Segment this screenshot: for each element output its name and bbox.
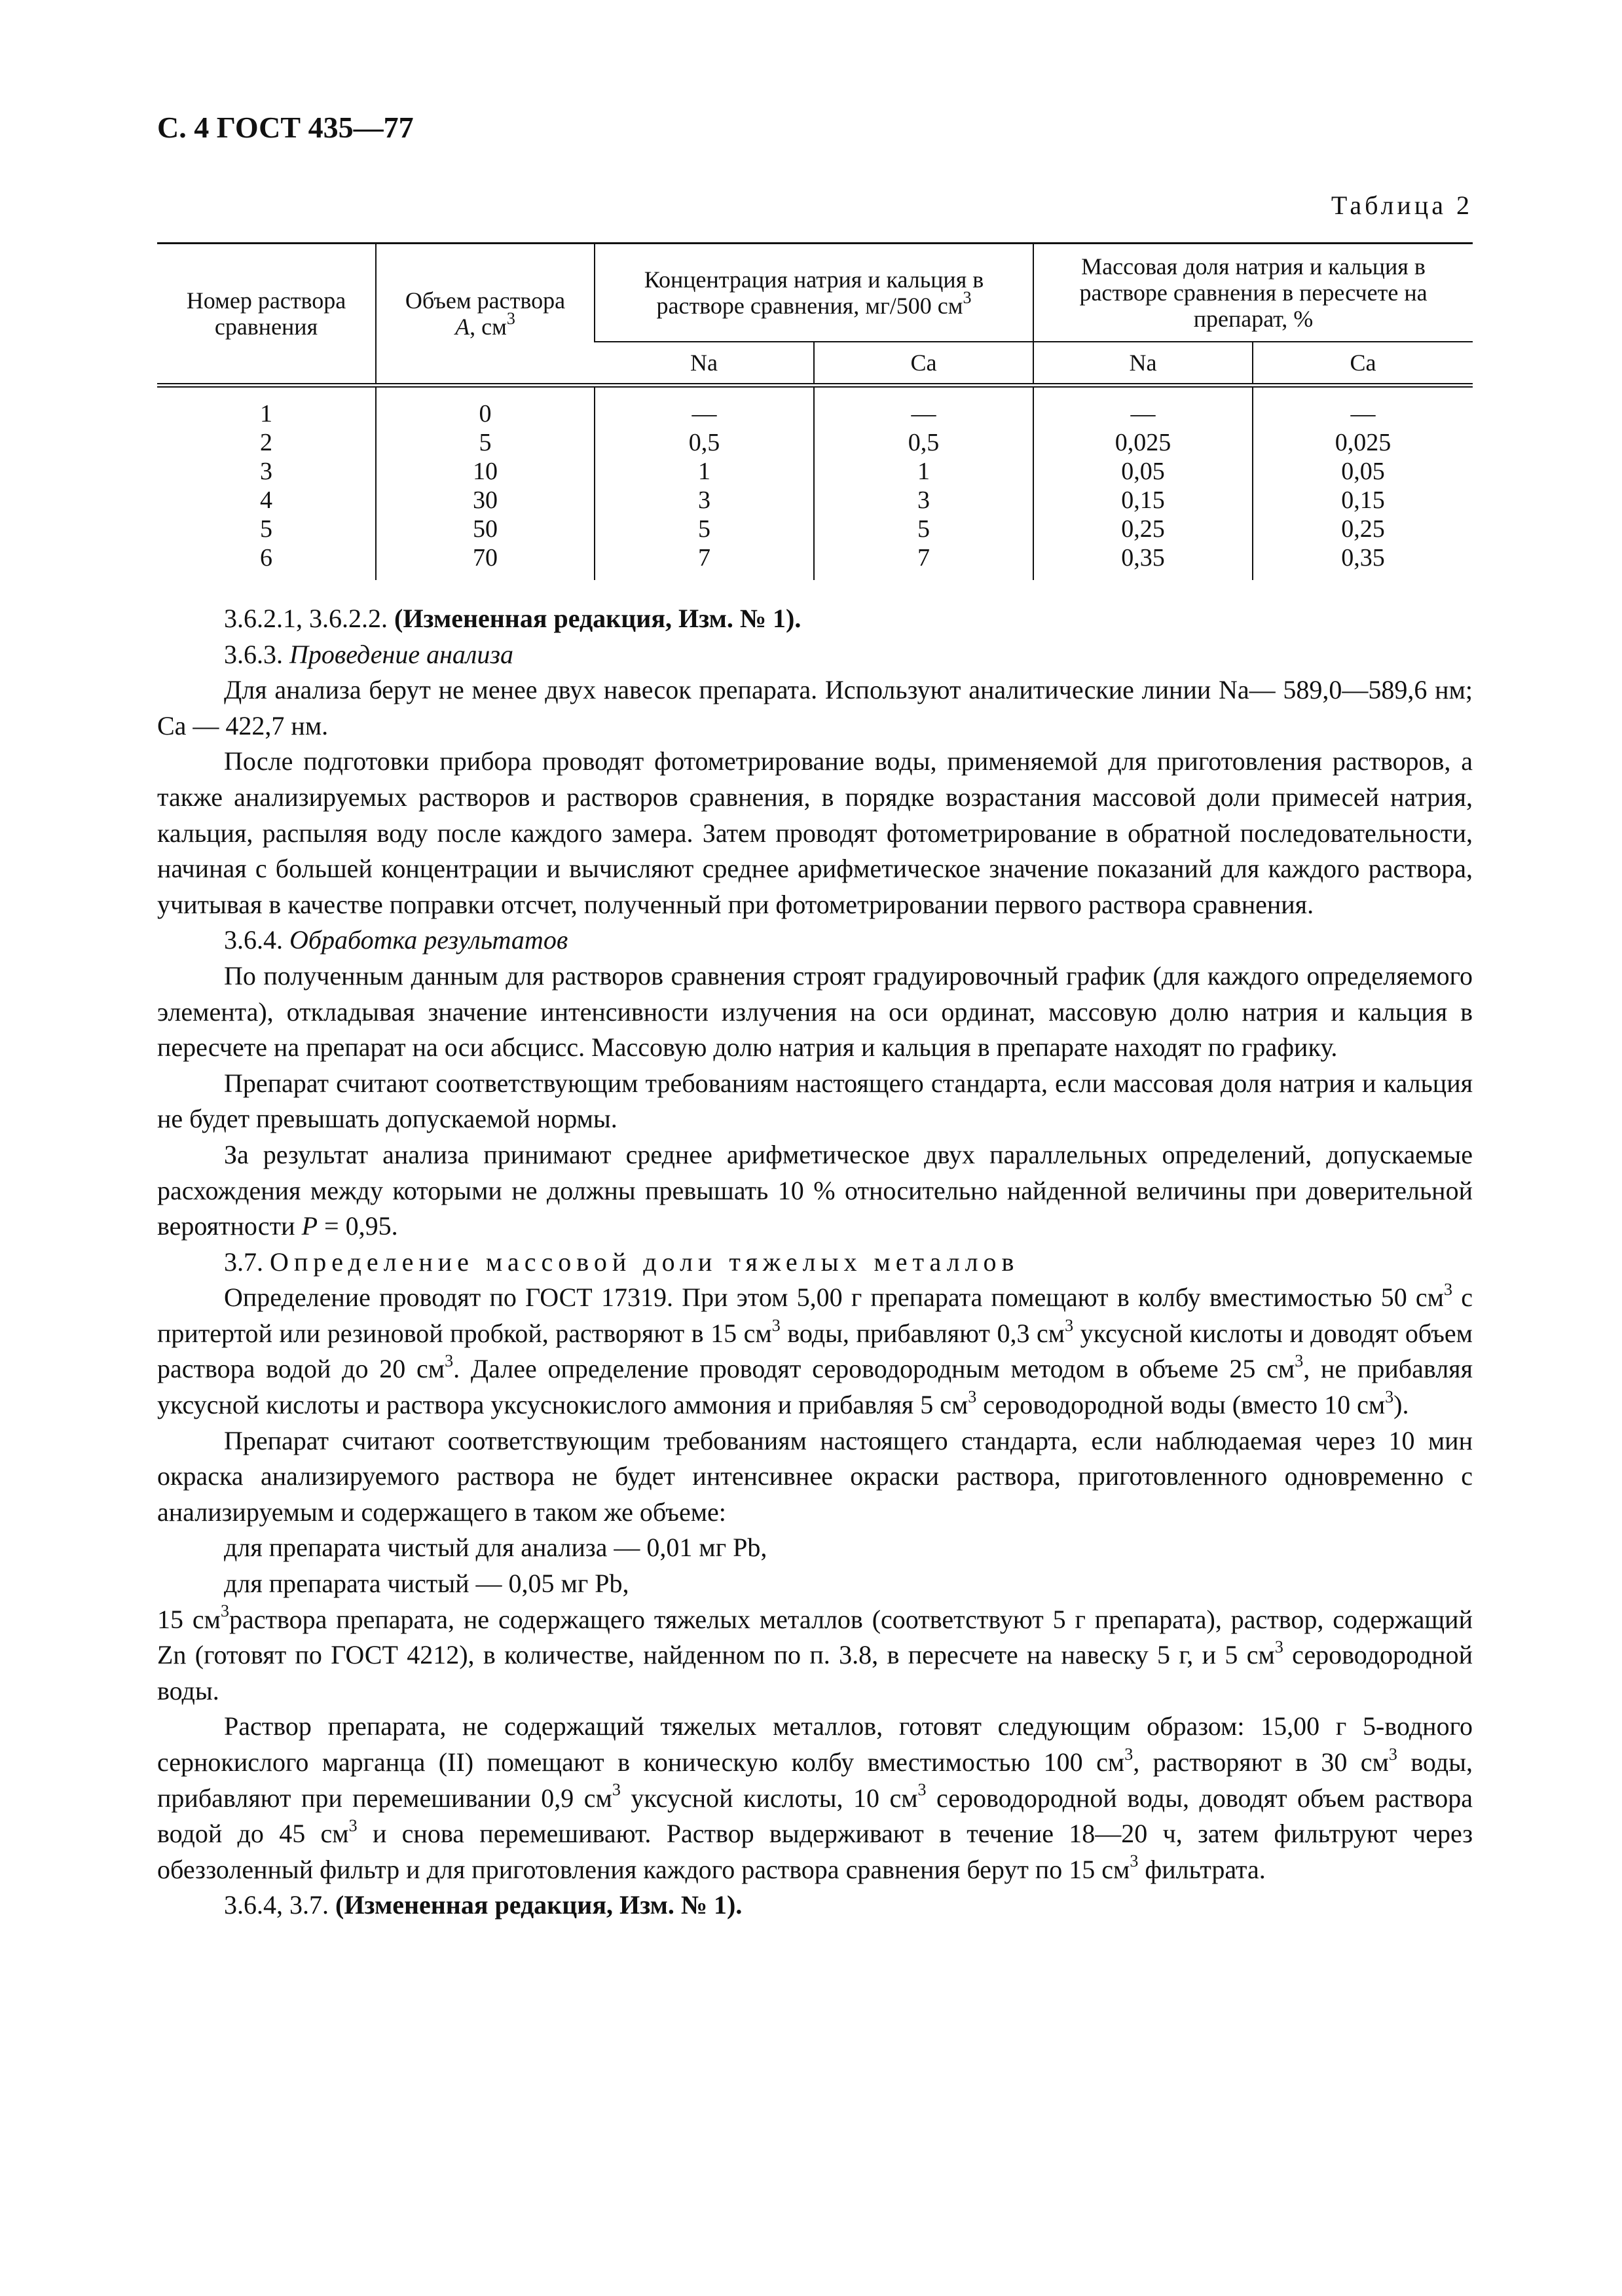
comparison-solutions-table	[157, 242, 1473, 580]
table-cell: 3	[917, 486, 930, 514]
table-cell: 7	[917, 544, 930, 572]
table-cell: 0,15	[1341, 486, 1385, 514]
table-cell: 6	[260, 544, 272, 572]
table-cell: 0,025	[1115, 429, 1171, 456]
col-solution-number	[157, 386, 376, 581]
col-header-solution-number: Номер раствора сравнения	[157, 244, 376, 386]
table-cell: 30	[473, 486, 498, 514]
col-ca-mass-fraction	[1253, 386, 1473, 581]
subheader-ca-mass: Ca	[1253, 342, 1473, 386]
table-cell: 0,25	[1341, 515, 1385, 543]
table-cell: 2	[260, 429, 272, 456]
page-header: С. 4 ГОСТ 435—77	[157, 111, 414, 144]
section-heading: 3.6.4. Обработка результатов	[224, 925, 568, 955]
table-cell: 0,5	[908, 429, 940, 456]
paragraph: 15 $см^3раствора$ препарата, не содержащего тяжелых металлов (соответствуют 5 г препарата), раствор, содержащий Zn (готовят по ГОСТ 4212), в количестве, найденном по п. 3.8, в пересчете на навеску 5 г, и 5 $см^3$ сероводородной воды.	[157, 1601, 1473, 1705]
table-cell: 70	[473, 544, 498, 572]
table-cell: 3	[698, 486, 710, 514]
table-cell: 1	[260, 400, 272, 428]
table-cell: 0,05	[1121, 458, 1165, 485]
table-cell: —	[911, 400, 936, 428]
col-na-concentration	[595, 386, 814, 581]
col-header-mass-fraction: Массовая доля натрия и кальция в растворе сравнения в пересчете на препарат, %	[1033, 244, 1473, 342]
paragraph: Препарат считают соответствующим требованиям настоящего стандарта, если массовая доля натрия и кальция не будет превышать допускаемой нормы.	[157, 1068, 1473, 1134]
section-heading: 3.6.3. Проведение анализа	[224, 639, 513, 669]
table-cell: 5	[479, 429, 492, 456]
table-cell: —	[1130, 400, 1156, 428]
table-cell: 0	[479, 400, 492, 428]
table-cell: 0,05	[1341, 458, 1385, 485]
table-caption: Таблица 2	[1331, 191, 1473, 220]
table-cell: 0,5	[688, 429, 720, 456]
table-cell: 1	[698, 458, 710, 485]
col-header-volume: Объем раствора A, $см^3$	[376, 244, 595, 386]
subheader-ca-conc: Ca	[814, 342, 1033, 386]
table-cell: 0,025	[1335, 429, 1392, 456]
section-heading: 3.7. Определение массовой доли тяжелых металлов	[224, 1247, 1020, 1277]
paragraph: Для анализа берут не менее двух навесок препарата. Используют аналитические линии Na— 589,0—589,6 нм; Ca — 422,7 нм.	[157, 675, 1473, 740]
list-item: для препарата чистый — 0,05 мг Pb,	[224, 1569, 629, 1599]
amendment-note: 3.6.4, 3.7. (Измененная редакция, Изм. № 1).	[224, 1890, 743, 1920]
table-cell: 1	[917, 458, 930, 485]
paragraph: Раствор препарата, не содержащий тяжелых металлов, готовят следующим образом: 15,00 г 5-водного сернокислого марганца (II) помещают в коническую колбу вместимостью 100 $см^3$, растворяют в 30 $см^3$ воды, прибавляют при перемешивании 0,9 $см^3$ уксусной кислоты, 10 $см^3$ сероводородной воды, доводят объем раствора водой до 45 $см^3$ и снова перемешивают. Раствор выдерживают в течение 18—20 ч, затем фильтруют через обеззоленный фильтр и для приготовления каждого раствора сравнения берут по 15 $см^3$ фильтрата.	[157, 1711, 1473, 1884]
subheader-na-conc: Na	[595, 342, 814, 386]
table-cell: 0,35	[1121, 544, 1165, 572]
table-cell: 5	[260, 515, 272, 543]
table-cell: 0,35	[1341, 544, 1385, 572]
table-cell: 5	[917, 515, 930, 543]
table-body-row	[157, 386, 1473, 581]
table-cell: —	[691, 400, 717, 428]
amendment-note: 3.6.2.1, 3.6.2.2. (Измененная редакция, Изм. № 1).	[224, 604, 802, 633]
table-cell: 5	[698, 515, 710, 543]
table-cell: 50	[473, 515, 498, 543]
col-na-mass-fraction	[1033, 386, 1253, 581]
table-cell: 3	[260, 458, 272, 485]
table-cell: 7	[698, 544, 710, 572]
document-body	[157, 601, 1473, 1923]
col-header-concentration: Концентрация натрия и кальция в растворе сравнения, мг/500 $см^3$	[595, 244, 1033, 342]
table-cell: 4	[260, 486, 272, 514]
list-item: для препарата чистый для анализа — 0,01 мг Pb,	[224, 1533, 767, 1563]
table-cell: 0,15	[1121, 486, 1165, 514]
table-cell: 0,25	[1121, 515, 1165, 543]
paragraph: Определение проводят по ГОСТ 17319. При этом 5,00 г препарата помещают в колбу вместимостью 50 $см^3$ с притертой или резиновой пробкой, растворяют в 15 $см^3$ воды, прибавляют 0,3 $см^3$ уксусной кислоты и доводят объем раствора водой до 20 $см^3$. Далее определение проводят сероводородным методом в объеме 25 $см^3$, не прибавляя уксусной кислоты и раствора уксуснокислого аммония и прибавляя 5 $см^3$ сероводородной воды (вместо 10 $см^3$).	[157, 1279, 1473, 1420]
col-volume	[376, 386, 595, 581]
paragraph: За результат анализа принимают среднее арифметическое двух параллельных определений, допускаемые расхождения между которыми не должны превышать 10 % относительно найденной величины при доверительной вероятности P = 0,95.	[157, 1139, 1473, 1241]
col-ca-concentration	[814, 386, 1033, 581]
paragraph: После подготовки прибора проводят фотометрирование воды, применяемой для приготовления растворов, а также анализируемых растворов и растворов сравнения, в порядке возрастания массовой доли примесей натрия, кальция, распыляя воду после каждого замера. Затем проводят фотометрирование в обратной последовательности, начиная с большей концентрации и вычисляют среднее арифметическое значение показаний для каждого раствора, учитывая в качестве поправки отсчет, полученный при фотометрировании первого раствора сравнения.	[157, 746, 1473, 919]
table-cell: 10	[473, 458, 498, 485]
paragraph: По полученным данным для растворов сравнения строят градуировочный график (для каждого определяемого элемента), откладывая значение интенсивности излучения на оси ординат, массовую долю натрия и кальция в пересчете на препарат на оси абсцисс. Массовую долю натрия и кальция в препарате находят по графику.	[157, 960, 1473, 1063]
subheader-na-mass: Na	[1033, 342, 1253, 386]
table-cell: —	[1350, 400, 1376, 428]
paragraph: Препарат считают соответствующим требованиям настоящего стандарта, если наблюдаемая через 10 мин окраска анализируемого раствора не будет интенсивнее окраски раствора, приготовленного одновременно с анализируемым и содержащего в таком же объеме:	[157, 1425, 1473, 1527]
